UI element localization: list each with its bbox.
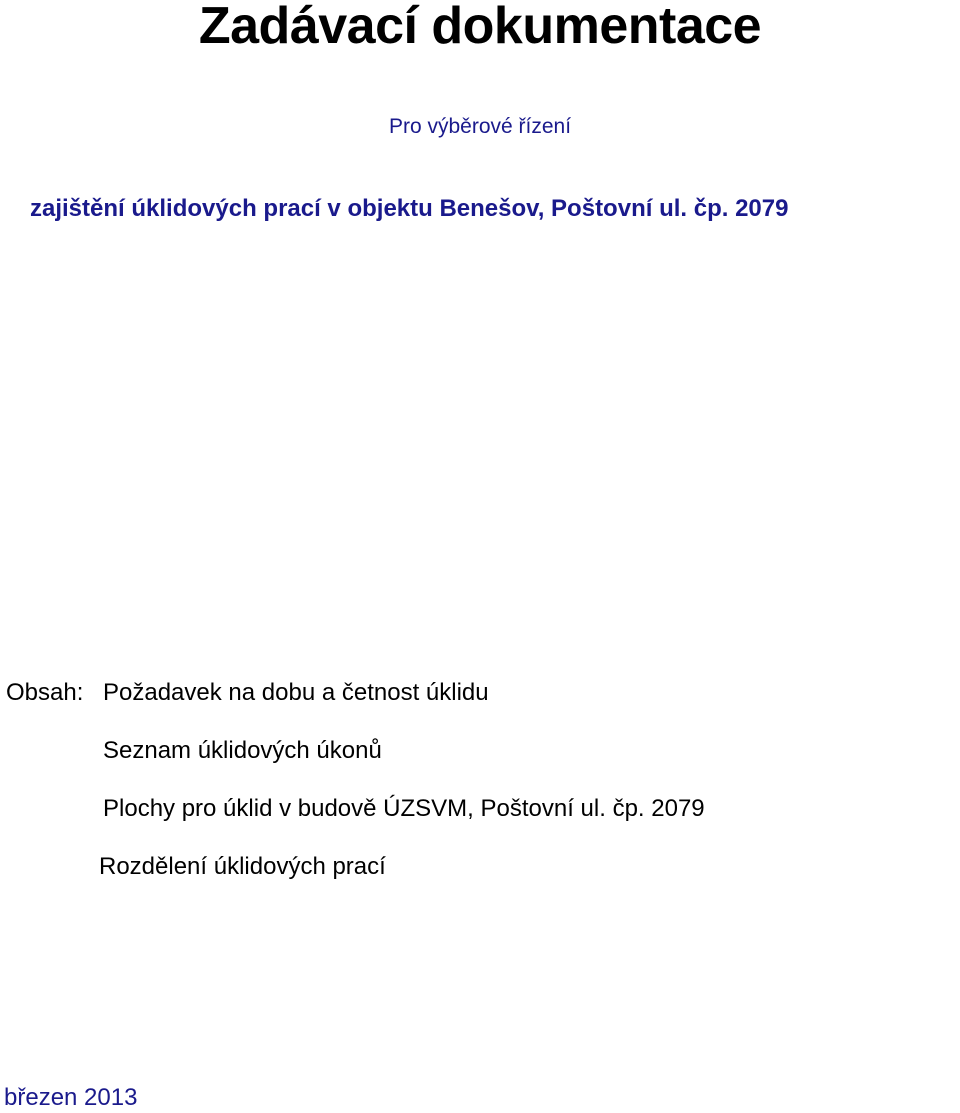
- contents-label: Obsah:: [6, 679, 84, 706]
- document-subtitle: Pro výběrové řízení: [388, 115, 572, 138]
- contents-item: Plochy pro úklid v budově ÚZSVM, Poštovní ul. čp. 2079: [103, 795, 705, 822]
- document-date: březen 2013: [4, 1084, 138, 1111]
- tender-subject: zajištění úklidových prací v objektu Benešov, Poštovní ul. čp. 2079: [30, 195, 789, 222]
- document-title: Zadávací dokumentace: [198, 0, 762, 55]
- contents-item: Seznam úklidových úkonů: [103, 737, 382, 764]
- contents-item: Požadavek na dobu a četnost úklidu: [103, 679, 489, 706]
- contents-item: Rozdělení úklidových prací: [99, 853, 386, 880]
